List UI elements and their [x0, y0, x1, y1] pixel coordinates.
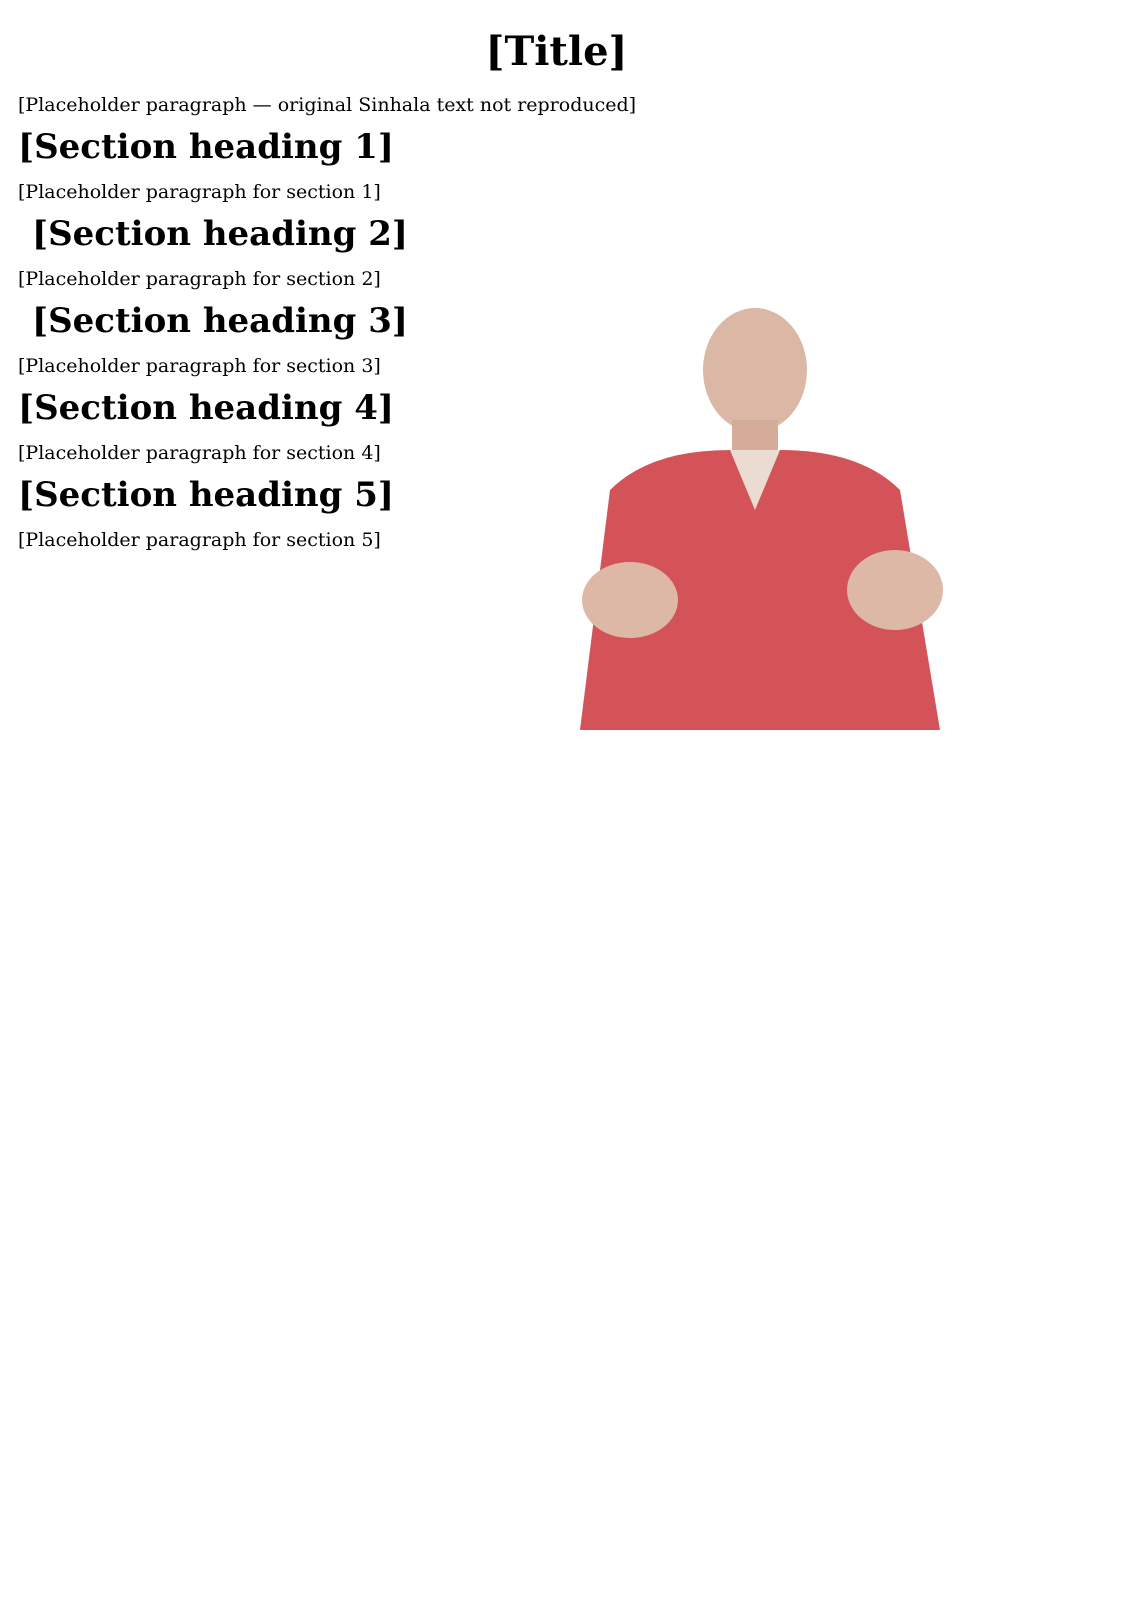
section-paragraph: [Placeholder paragraph for section 5]: [18, 529, 381, 552]
section-heading: [Section heading 5]: [18, 475, 394, 516]
section-paragraph: [Placeholder paragraph for section 4]: [18, 442, 381, 465]
page-title: [Title]: [485, 28, 628, 75]
section-heading: [Section heading 3]: [32, 301, 408, 342]
section-paragraph: [Placeholder paragraph for section 3]: [18, 355, 381, 378]
section-paragraph: [Placeholder paragraph for section 1]: [18, 181, 381, 204]
section-paragraph: [Placeholder paragraph for section 2]: [18, 268, 381, 291]
section-heading: [Section heading 1]: [18, 127, 394, 167]
intro-paragraph: [Placeholder paragraph — original Sinhala text not reproduced]: [18, 94, 637, 116]
section-heading: [Section heading 2]: [32, 214, 408, 255]
document-page: [0, 0, 1131, 559]
section-heading: [Section heading 4]: [18, 388, 394, 429]
